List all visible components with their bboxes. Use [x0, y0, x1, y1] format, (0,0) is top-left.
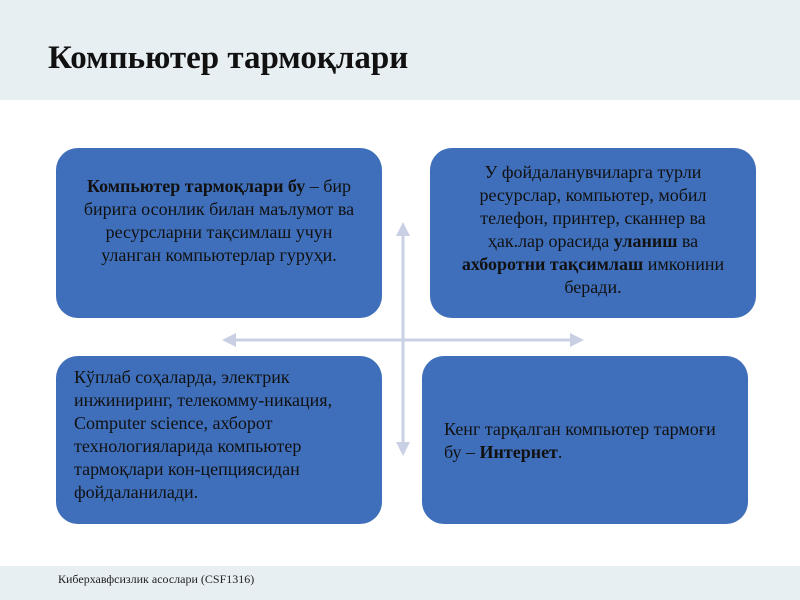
arrow-head-down	[396, 442, 410, 456]
internet-bold: Интернет	[479, 442, 558, 462]
internet-box	[422, 356, 748, 524]
purpose-text-3: имконини беради.	[564, 254, 725, 297]
definition-box	[56, 148, 382, 318]
purpose-bold-2: ахборотни тақсимлаш	[461, 254, 644, 274]
arrow-head-left	[222, 333, 236, 347]
purpose-bold-1: уланиш	[613, 231, 678, 251]
purpose-box	[430, 148, 756, 318]
slide-title: Компьютер тармоқлари	[48, 40, 409, 76]
definition-text: – бир бирига осонлик билан маълумот ва ресурсларни тақсимлаш учун уланган компьютерлар гуруҳи.	[83, 176, 355, 265]
purpose-text-1: У фойдаланувчиларга турли ресурслар, компьютер, мобил телефон, принтер, сканнер ва ҳак.лар орасида	[479, 162, 707, 251]
definition-bold: Компьютер тармоқлари бу	[86, 176, 306, 196]
arrow-head-right	[570, 333, 584, 347]
purpose-text-2: ва	[677, 231, 699, 251]
applications-text: Кўплаб соҳаларда, электрик инжиниринг, телекомму-никация, Computer science, ахборот технологияларида компьютер тармоқлари кон-цепциясидан фойдаланилади.	[74, 367, 333, 502]
arrow-head-up	[396, 222, 410, 236]
internet-text-1: Кенг тарқалган компьютер тармоғи бу –	[444, 419, 716, 462]
footer-course-label: Киберхавфсизлик асослари (CSF1316)	[58, 572, 255, 586]
internet-text-2: .	[557, 442, 563, 462]
applications-box	[56, 356, 382, 524]
